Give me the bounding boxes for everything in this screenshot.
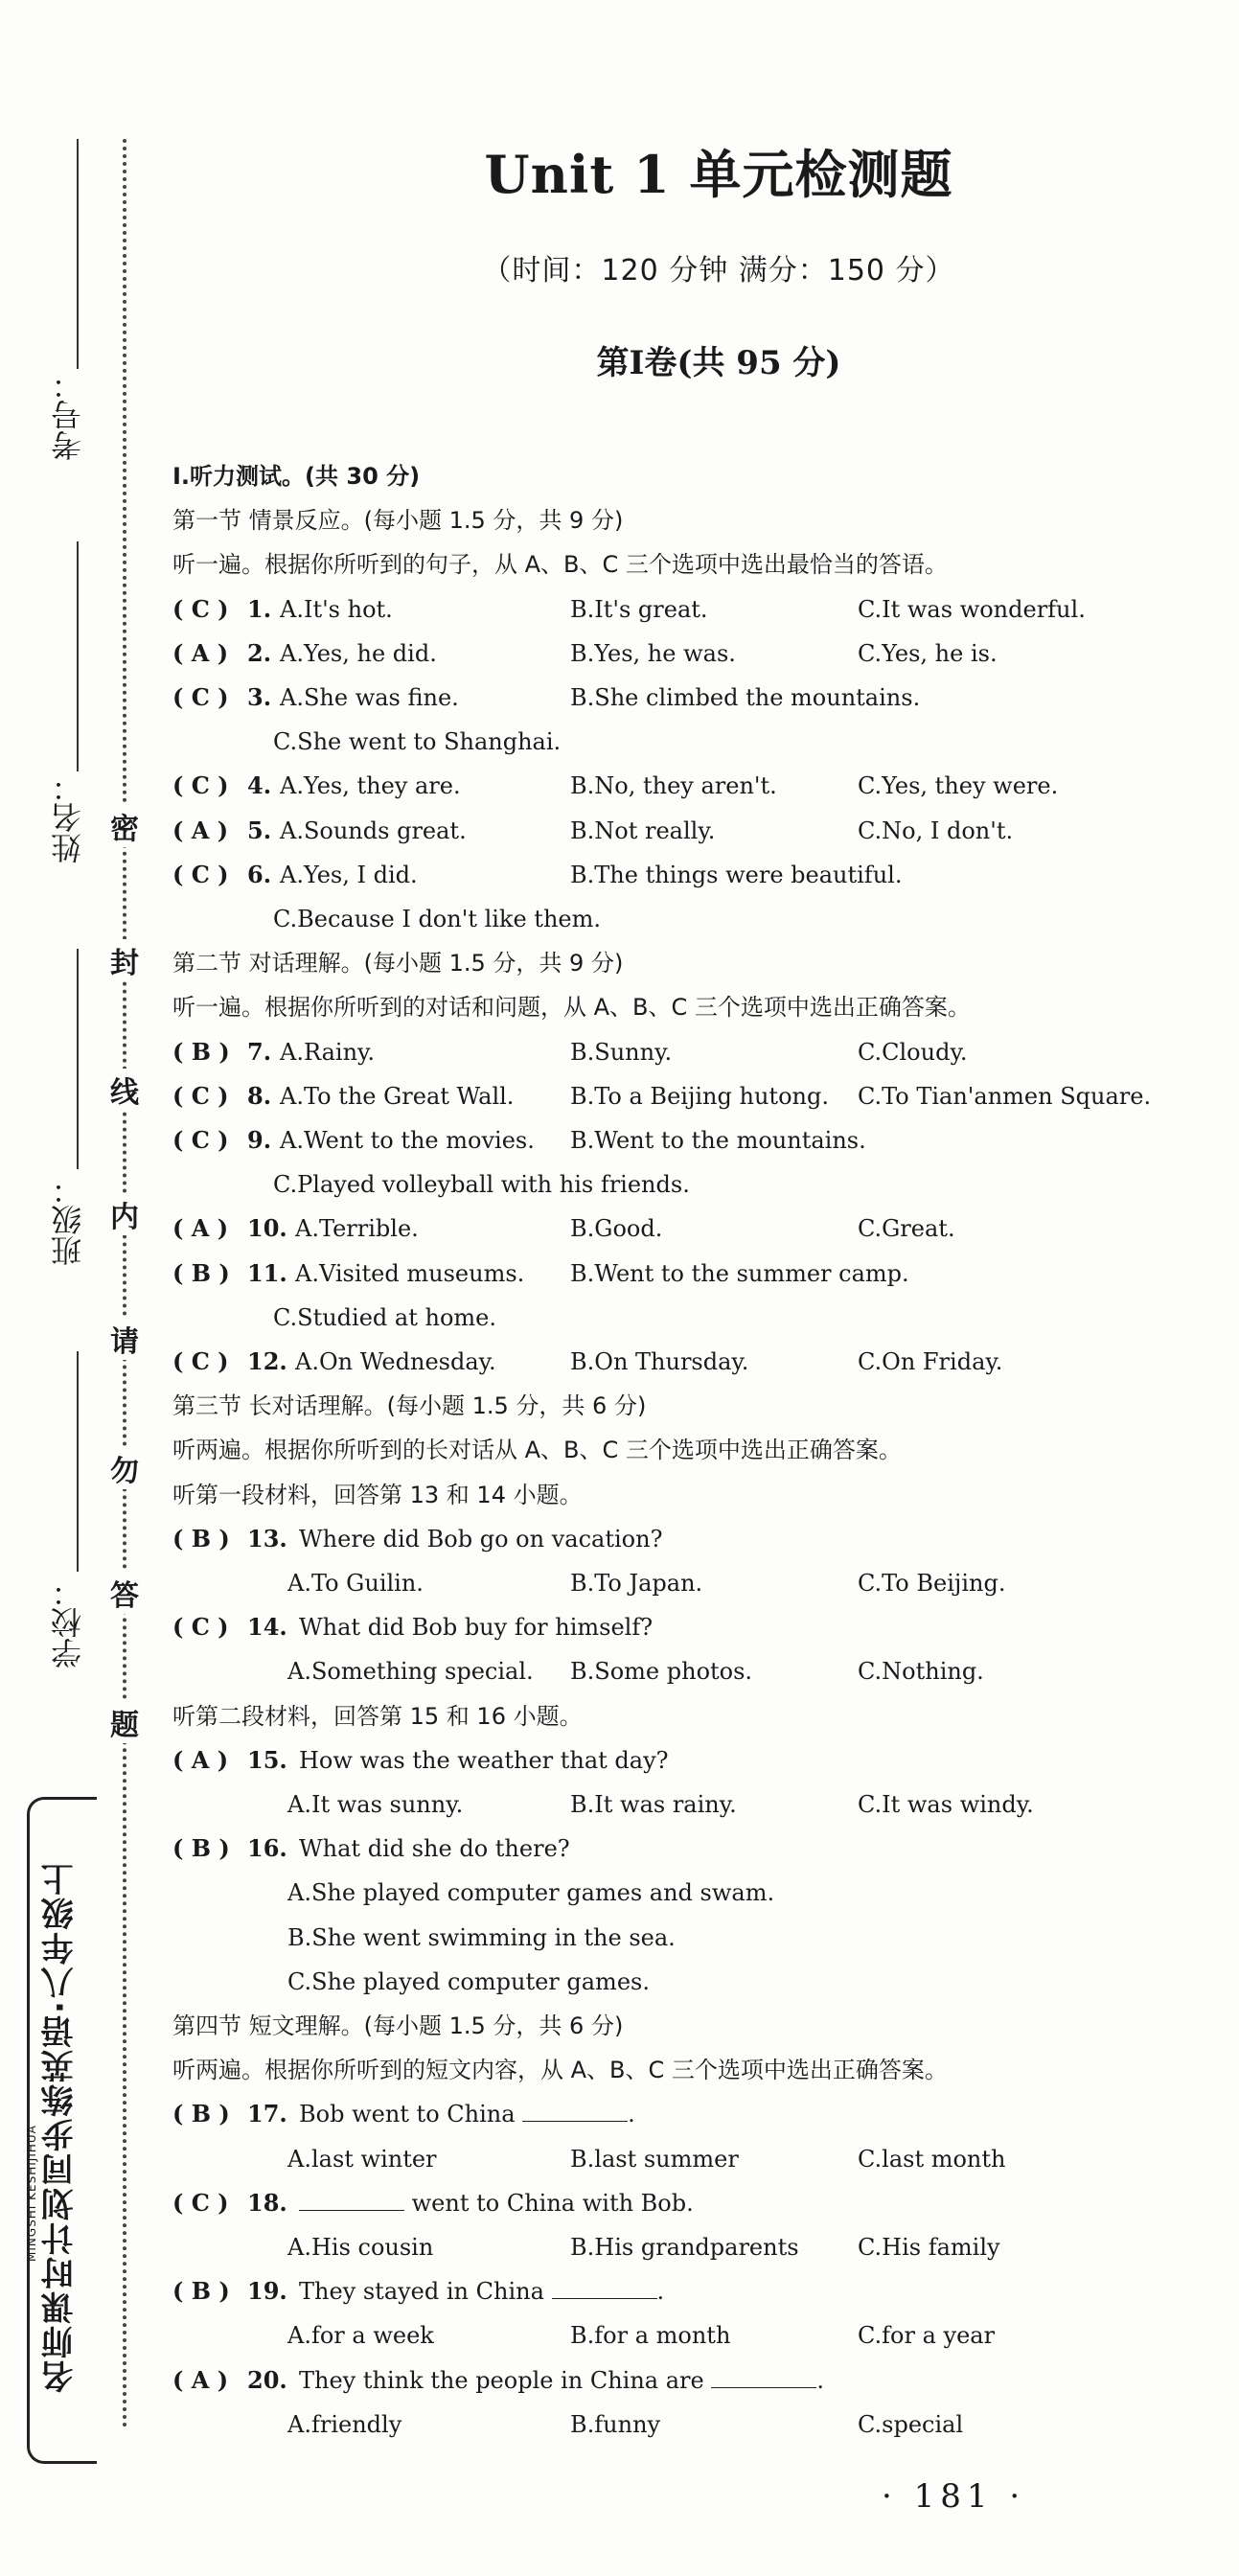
stem-text: Bob went to China bbox=[299, 2101, 523, 2128]
option-c: C.Nothing. bbox=[858, 1658, 984, 1686]
part-instruction: 听两遍。根据你所听到的短文内容，从 A、B、C 三个选项中选出正确答案。 bbox=[172, 2057, 948, 2084]
question-number: 9. bbox=[247, 1126, 272, 1154]
answer-mark: ( C ) bbox=[172, 683, 229, 711]
option-c: C.for a year bbox=[858, 2322, 996, 2350]
seal-dotted-line bbox=[123, 139, 126, 2429]
question-stem: What did she do there? bbox=[299, 1835, 570, 1863]
option-b: B.She went swimming in the sea. bbox=[287, 1923, 676, 1951]
option-b: B.Not really. bbox=[570, 816, 716, 844]
option-a: A.To the Great Wall. bbox=[280, 1082, 515, 1110]
field-rule bbox=[77, 139, 79, 369]
field-name: 姓名： bbox=[50, 771, 86, 863]
section-heading: Ⅰ.听力测试。(共 30 分) bbox=[172, 463, 421, 490]
option-c: C.No, I don't. bbox=[858, 816, 1014, 844]
part-instruction: 听两遍。根据你所听到的长对话从 A、B、C 三个选项中选出正确答案。 bbox=[172, 1437, 902, 1464]
option-c: C.special bbox=[858, 2410, 964, 2438]
question-number: 16. bbox=[247, 1834, 287, 1863]
option-a: A.for a week bbox=[287, 2322, 434, 2350]
option-b: B.His grandparents bbox=[570, 2234, 799, 2261]
stem-text: They stayed in China bbox=[299, 2278, 552, 2306]
field-school: 学校： bbox=[50, 1576, 86, 1668]
answer-mark: ( B ) bbox=[172, 1834, 230, 1863]
option-b: B.Sunny. bbox=[570, 1038, 673, 1066]
option-b: B.Went to the mountains. bbox=[570, 1127, 866, 1154]
seal-char: 封 bbox=[105, 939, 144, 981]
option-b: B.Some photos. bbox=[570, 1658, 753, 1686]
option-b: B.The things were beautiful. bbox=[570, 861, 903, 888]
option-b: B.Yes, he was. bbox=[570, 639, 736, 667]
question-number: 8. bbox=[247, 1081, 272, 1110]
field-rule bbox=[77, 1351, 79, 1572]
question-stem bbox=[299, 2366, 824, 2395]
option-b: B.Good. bbox=[570, 1215, 663, 1243]
option-a: A.His cousin bbox=[287, 2234, 434, 2261]
option-a: A.Yes, they are. bbox=[280, 772, 461, 800]
answer-mark: ( B ) bbox=[172, 1524, 230, 1552]
question-number: 20. bbox=[247, 2365, 287, 2394]
question-stem bbox=[299, 2189, 694, 2218]
question-area bbox=[172, 0, 1207, 2576]
part-instruction: 听一遍。根据你所听到的句子，从 A、B、C 三个选项中选出最恰当的答语。 bbox=[172, 551, 948, 579]
option-b: B.No, they aren't. bbox=[570, 772, 777, 800]
option-c: C.On Friday. bbox=[858, 1348, 1003, 1375]
option-a: A.Terrible. bbox=[295, 1215, 419, 1243]
option-b: B.for a month bbox=[570, 2322, 731, 2350]
question-number: 4. bbox=[247, 771, 272, 800]
question-stem bbox=[299, 2277, 664, 2306]
question-number: 15. bbox=[247, 1745, 287, 1774]
question-stem: Where did Bob go on vacation? bbox=[299, 1525, 663, 1552]
answer-mark: ( C ) bbox=[172, 2188, 229, 2217]
answer-mark: ( A ) bbox=[172, 1745, 229, 1774]
answer-blank bbox=[522, 2100, 628, 2122]
answer-mark: ( A ) bbox=[172, 816, 229, 844]
option-a: A.Something special. bbox=[287, 1658, 534, 1686]
option-b: B.It's great. bbox=[570, 595, 708, 623]
option-a: A.It was sunny. bbox=[287, 1791, 464, 1818]
answer-mark: ( A ) bbox=[172, 1214, 229, 1243]
option-c: C.His family bbox=[858, 2234, 1000, 2261]
time-info: （时间：120 分钟 满分：150 分） bbox=[482, 254, 955, 288]
option-c: C.Great. bbox=[858, 1215, 955, 1243]
question-number: 14. bbox=[247, 1613, 287, 1642]
stem-text: . bbox=[656, 2278, 665, 2306]
seal-char: 内 bbox=[105, 1193, 144, 1235]
option-a: A.Yes, he did. bbox=[280, 639, 437, 667]
option-c: C.last month bbox=[858, 2145, 1006, 2173]
question-number: 11. bbox=[247, 1258, 287, 1287]
brand-logo-text: 名师课时计划同步练英语·八年级上 bbox=[41, 1861, 80, 2394]
field-class: 班级： bbox=[50, 1174, 86, 1266]
part-title: 第Ⅰ卷(共 95 分) bbox=[596, 344, 841, 382]
option-a: A.To Guilin. bbox=[287, 1570, 424, 1597]
option-b: B.It was rainy. bbox=[570, 1791, 737, 1818]
question-stem: How was the weather that day? bbox=[299, 1746, 669, 1774]
option-a: A.She was fine. bbox=[280, 684, 459, 711]
page-title: Unit 1 单元检测题 bbox=[484, 144, 953, 205]
option-b: B.Went to the summer camp. bbox=[570, 1259, 909, 1287]
field-exam-number: 考号： bbox=[50, 369, 86, 461]
answer-mark: ( B ) bbox=[172, 2100, 230, 2128]
seal-char: 线 bbox=[105, 1069, 144, 1111]
option-c: C.It was wonderful. bbox=[858, 595, 1086, 623]
part-heading: 第三节 长对话理解。(每小题 1.5 分，共 6 分) bbox=[172, 1392, 647, 1420]
binding-margin bbox=[0, 0, 153, 2576]
question-number: 7. bbox=[247, 1037, 272, 1066]
option-a: A.On Wednesday. bbox=[295, 1348, 496, 1375]
question-number: 13. bbox=[247, 1524, 287, 1552]
seal-char: 答 bbox=[105, 1572, 144, 1614]
answer-blank bbox=[711, 2366, 816, 2388]
option-c: C.She went to Shanghai. bbox=[273, 728, 562, 756]
option-c: C.To Beijing. bbox=[858, 1570, 1006, 1597]
answer-mark: ( C ) bbox=[172, 594, 229, 623]
answer-mark: ( C ) bbox=[172, 1126, 229, 1154]
option-a: A.Sounds great. bbox=[280, 816, 467, 844]
field-rule bbox=[77, 949, 79, 1169]
option-c: C.Yes, he is. bbox=[858, 639, 998, 667]
option-c: C.It was windy. bbox=[858, 1791, 1034, 1818]
stem-text: went to China with Bob. bbox=[404, 2189, 694, 2217]
seal-char: 勿 bbox=[105, 1447, 144, 1489]
stem-text: . bbox=[816, 2366, 824, 2394]
question-number: 6. bbox=[247, 860, 272, 888]
option-a: A.She played computer games and swam. bbox=[287, 1879, 775, 1907]
stem-text: They think the people in China are bbox=[299, 2366, 712, 2394]
answer-blank bbox=[552, 2277, 657, 2299]
option-a: A.Visited museums. bbox=[295, 1259, 525, 1287]
answer-mark: ( C ) bbox=[172, 1081, 229, 1110]
seal-char: 题 bbox=[105, 1701, 144, 1743]
answer-mark: ( B ) bbox=[172, 2277, 230, 2306]
option-a: A.Went to the movies. bbox=[280, 1127, 535, 1154]
option-b: B.last summer bbox=[570, 2145, 739, 2173]
question-number: 17. bbox=[247, 2100, 287, 2128]
option-c: C.Because I don't like them. bbox=[273, 906, 601, 932]
part-heading: 第一节 情景反应。(每小题 1.5 分，共 9 分) bbox=[172, 507, 624, 535]
seal-char: 请 bbox=[105, 1318, 144, 1360]
option-a: A.last winter bbox=[287, 2145, 437, 2173]
option-c: C.Yes, they were. bbox=[858, 772, 1059, 800]
material-instruction: 听第一段材料，回答第 13 和 14 小题。 bbox=[172, 1481, 583, 1508]
answer-mark: ( B ) bbox=[172, 1258, 230, 1287]
option-a: A.Rainy. bbox=[280, 1038, 376, 1066]
answer-mark: ( C ) bbox=[172, 771, 229, 800]
brand-pinyin: MINGSHI KESHIJIHUA bbox=[25, 2125, 38, 2262]
part-heading: 第四节 短文理解。(每小题 1.5 分，共 6 分) bbox=[172, 2012, 624, 2039]
option-c: C.Cloudy. bbox=[858, 1038, 968, 1066]
option-b: B.She climbed the mountains. bbox=[570, 684, 921, 711]
seal-char: 密 bbox=[105, 805, 144, 847]
material-instruction: 听第二段材料，回答第 15 和 16 小题。 bbox=[172, 1702, 583, 1730]
option-c: C.To Tian'anmen Square. bbox=[858, 1082, 1152, 1110]
option-a: A.It's hot. bbox=[280, 595, 393, 623]
option-c: C.Played volleyball with his friends. bbox=[273, 1171, 690, 1199]
field-rule bbox=[77, 541, 79, 771]
option-a: A.friendly bbox=[287, 2410, 402, 2438]
question-stem bbox=[299, 2100, 635, 2128]
stem-text: . bbox=[628, 2101, 635, 2128]
option-a: A.Yes, I did. bbox=[280, 861, 418, 888]
answer-blank bbox=[299, 2189, 404, 2211]
option-b: B.To a Beijing hutong. bbox=[570, 1082, 829, 1110]
option-b: B.To Japan. bbox=[570, 1570, 703, 1597]
option-b: B.funny bbox=[570, 2410, 661, 2438]
question-number: 19. bbox=[247, 2277, 287, 2306]
question-number: 1. bbox=[247, 594, 272, 623]
option-c: C.Studied at home. bbox=[273, 1303, 496, 1331]
answer-mark: ( C ) bbox=[172, 1347, 229, 1375]
question-number: 5. bbox=[247, 816, 272, 844]
question-number: 3. bbox=[247, 683, 272, 711]
answer-mark: ( C ) bbox=[172, 860, 229, 888]
question-number: 2. bbox=[247, 638, 272, 667]
question-stem: What did Bob buy for himself? bbox=[299, 1614, 654, 1642]
question-number: 10. bbox=[247, 1214, 287, 1243]
question-number: 18. bbox=[247, 2188, 287, 2217]
answer-mark: ( A ) bbox=[172, 638, 229, 667]
question-number: 12. bbox=[247, 1347, 287, 1375]
option-b: B.On Thursday. bbox=[570, 1348, 749, 1375]
answer-mark: ( A ) bbox=[172, 2365, 229, 2394]
part-instruction: 听一遍。根据你所听到的对话和问题，从 A、B、C 三个选项中选出正确答案。 bbox=[172, 994, 971, 1022]
page-number: · 181 · bbox=[882, 2477, 1026, 2516]
part-heading: 第二节 对话理解。(每小题 1.5 分，共 9 分) bbox=[172, 950, 624, 978]
option-c: C.She played computer games. bbox=[287, 1967, 650, 1995]
answer-mark: ( C ) bbox=[172, 1613, 229, 1642]
answer-mark: ( B ) bbox=[172, 1037, 230, 1066]
